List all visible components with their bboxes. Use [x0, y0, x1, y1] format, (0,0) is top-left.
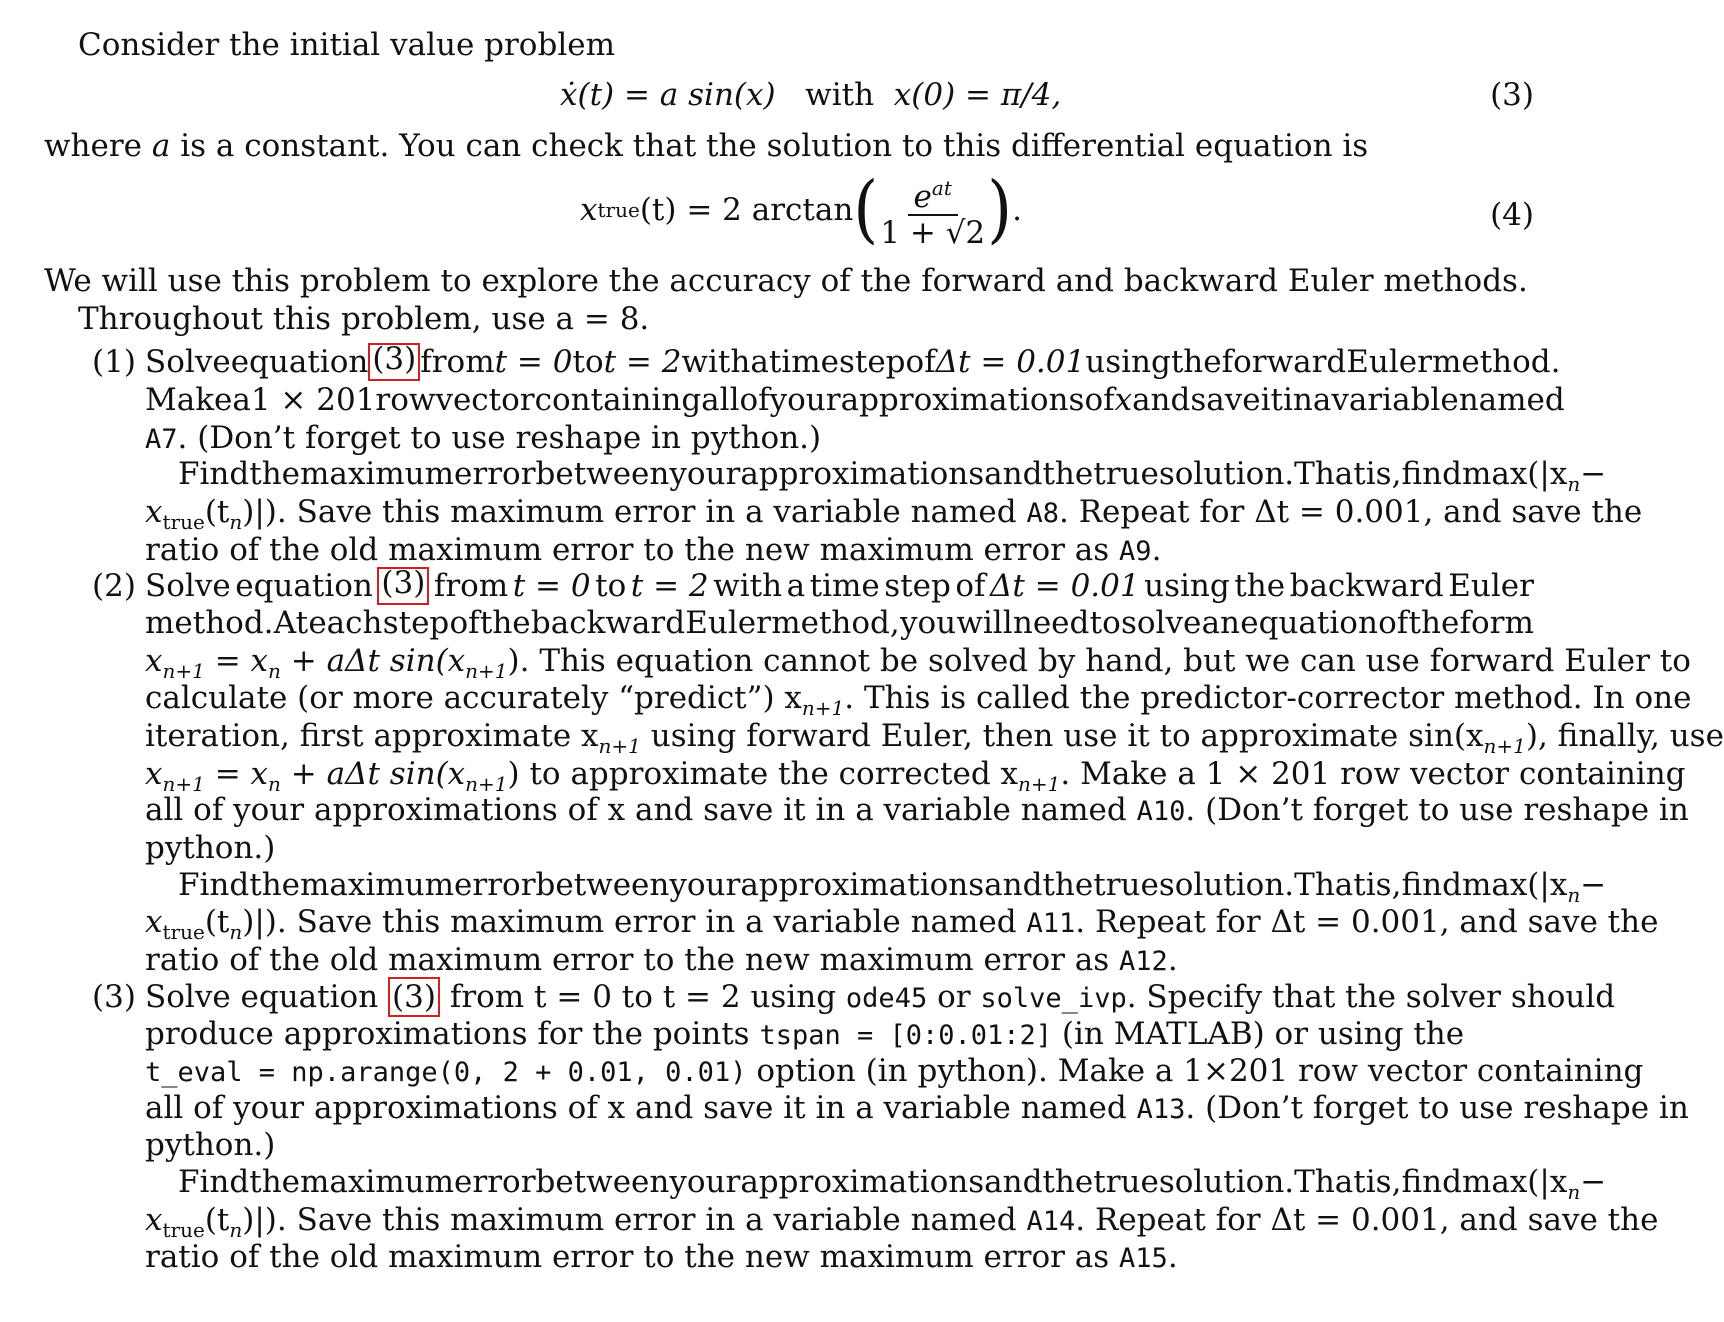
w: approximations [740, 867, 985, 903]
w: an [1201, 605, 1241, 641]
eq4-e: e [913, 178, 932, 215]
n1: n+1 [801, 696, 845, 720]
n: n [268, 772, 281, 796]
w: − [1580, 867, 1607, 903]
eq4-x: x [580, 192, 598, 228]
t: . [1167, 1239, 1178, 1275]
w: the [1408, 605, 1460, 641]
w: 1 × 201 [250, 382, 376, 418]
eq4-period: . [1012, 192, 1022, 228]
equation-4 [580, 167, 1022, 253]
code-t-eval: t_eval = np.arange(0, 2 + 0.01, 0.01) [145, 1057, 747, 1088]
item2-line-8: python.) [145, 830, 276, 866]
item3-label: (3) [92, 979, 136, 1015]
w: max(|x [1461, 1164, 1568, 1200]
t: Solve equation [145, 979, 379, 1015]
w: and [984, 1164, 1043, 1200]
var-a13: A13 [1136, 1094, 1186, 1125]
w: using [1085, 344, 1171, 380]
w: of [1378, 605, 1409, 641]
item2-label: (2) [92, 568, 136, 604]
eq-ref-link[interactable]: (3) [377, 567, 429, 605]
text: . [1151, 532, 1162, 568]
t: (t [204, 494, 230, 530]
eq4-numerator [908, 171, 958, 216]
w: to [572, 344, 604, 380]
x: x [145, 756, 163, 792]
w: need [1012, 605, 1090, 641]
w: the [249, 456, 301, 492]
n1: n+1 [1483, 734, 1526, 758]
w: to [1089, 605, 1121, 641]
var-a15: A15 [1119, 1243, 1168, 1274]
w: Find [178, 1164, 250, 1200]
w: solution. [1158, 867, 1295, 903]
n1: n+1 [1018, 772, 1061, 796]
t: or [937, 979, 971, 1015]
w: from [420, 344, 495, 380]
t: ), finally, use [1525, 718, 1724, 754]
t: = x [214, 643, 269, 679]
w: you [899, 605, 957, 641]
w: find [1401, 456, 1462, 492]
w: variable [1331, 382, 1459, 418]
w: the [1042, 867, 1094, 903]
eq-ref-link[interactable]: (3) [368, 343, 420, 381]
item3-line-1 [145, 978, 1615, 1018]
w: find [1401, 867, 1462, 903]
w: each [308, 605, 383, 641]
w: max(|x [1461, 867, 1568, 903]
item1-line-3-text: . (Don’t forget to use reshape in python.) [177, 420, 822, 456]
t: + aΔt sin(x [290, 643, 466, 679]
t: iteration, first approximate x [145, 718, 599, 754]
w: row [375, 382, 436, 418]
w: equation [1240, 605, 1378, 641]
xtrue-sub: true [162, 510, 205, 534]
w: and [1132, 382, 1191, 418]
w: with [713, 568, 783, 604]
eq3-lhs: ẋ(t) = a sin(x) [560, 77, 776, 113]
eq4-exp: at [931, 175, 952, 200]
t: ) to approximate the corrected x [507, 756, 1019, 792]
w: t = 2 [630, 568, 709, 604]
w: solution. [1158, 456, 1295, 492]
t: + aΔt sin(x [290, 756, 466, 792]
w: method. [145, 605, 274, 641]
n: n [229, 1218, 243, 1242]
t: . (Don’t forget to use reshape in [1185, 1090, 1689, 1126]
w: maximum [300, 456, 455, 492]
w: the [1234, 568, 1286, 604]
eq4-number: (4) [1490, 197, 1534, 233]
text: . Repeat for Δt = 0.001, and save the [1059, 494, 1643, 530]
w: of [739, 382, 770, 418]
w: That [1294, 1164, 1366, 1200]
w: Find [178, 867, 250, 903]
t: produce approximations for the points [145, 1016, 750, 1052]
w: method. [1431, 344, 1561, 380]
w: n [1567, 883, 1581, 907]
w: Δt = 0.01 [990, 568, 1140, 604]
w: of [1084, 382, 1115, 418]
code-ode45: ode45 [845, 983, 928, 1014]
w: Solve [145, 344, 231, 380]
w: between [535, 456, 670, 492]
t: (t [204, 1202, 230, 1238]
eq4-sub: true [597, 198, 640, 222]
sub: true [162, 1218, 205, 1242]
w: a [750, 344, 769, 380]
w: equation [230, 344, 369, 380]
w: solve [1120, 605, 1202, 641]
intro-line-2b: is a constant. You can check that the solution to this differential equation is [180, 128, 1369, 164]
text: )|). Save this maximum error in a variable named [242, 494, 1017, 530]
w: n [1567, 472, 1581, 496]
w: error [454, 456, 536, 492]
var-a8: A8 [1026, 498, 1059, 529]
sub: true [162, 920, 205, 944]
t: (in MATLAB) or using the [1061, 1016, 1465, 1052]
item3-line-3 [145, 1052, 1643, 1092]
x: x [145, 1202, 163, 1238]
w: your [669, 1164, 741, 1200]
w: t = 0 [494, 344, 573, 380]
equation-3 [560, 76, 1061, 114]
w: error [454, 1164, 536, 1200]
t: )|). Save this maximum error in a variable named [242, 1202, 1017, 1238]
code-solve-ivp: solve_ivp [980, 983, 1127, 1014]
w: approximations [840, 382, 1085, 418]
w: is, [1365, 867, 1402, 903]
w: in [1282, 382, 1313, 418]
intro-line-2 [44, 127, 1368, 165]
n1: n+1 [598, 734, 641, 758]
w: error [454, 867, 536, 903]
w: method, [771, 605, 900, 641]
t: . Repeat for Δt = 0.001, and save the [1075, 1202, 1659, 1238]
t: . Repeat for Δt = 0.001, and save the [1075, 904, 1659, 940]
x: x [145, 643, 163, 679]
item1-line-2 [145, 381, 1565, 419]
w: it [1260, 382, 1283, 418]
t: option (in python). Make a 1×201 row vector containing [756, 1053, 1644, 1089]
intro-line-4: Throughout this problem, use a = 8. [78, 301, 650, 337]
w: the [1042, 456, 1094, 492]
w: containing [534, 382, 702, 418]
item1-line-1 [145, 341, 1561, 381]
w: of [905, 344, 936, 380]
w: vector [435, 382, 535, 418]
item3-line-8 [145, 1238, 1178, 1278]
w: That [1294, 867, 1366, 903]
w: and [984, 867, 1043, 903]
w: t = 2 [603, 344, 682, 380]
t: ). This equation cannot be solved by hand, but we can use forward Euler to [507, 643, 1691, 679]
item2-line-2 [145, 604, 1534, 642]
w: That [1294, 456, 1366, 492]
w: the [249, 1164, 301, 1200]
w: step [838, 344, 906, 380]
w: your [669, 867, 741, 903]
eq3-cond: x(0) = π/4, [893, 77, 1062, 113]
item3-line-4 [145, 1089, 1689, 1129]
w: t = 0 [512, 568, 591, 604]
t: . Make a 1 × 201 row vector containing [1060, 756, 1686, 792]
w: the [249, 867, 301, 903]
t: ratio of the old maximum error to the new maximum error as [145, 1239, 1110, 1275]
eq4-arg: (t) = 2 arctan [639, 192, 854, 228]
w: maximum [300, 867, 455, 903]
w: and [984, 456, 1043, 492]
w: Δt = 0.01 [935, 344, 1086, 380]
t: . Specify that the solver should [1126, 979, 1616, 1015]
w: n [1567, 1180, 1581, 1204]
w: step [382, 605, 450, 641]
w: will [956, 605, 1013, 641]
w: of [449, 605, 480, 641]
var-a14: A14 [1026, 1206, 1076, 1237]
t: all of your approximations of x and save it in a variable named [145, 1090, 1127, 1126]
w: x [1114, 382, 1133, 418]
intro-line-2a: where [44, 128, 143, 164]
n: n [268, 659, 281, 683]
eq4-denominator: 1 + √2 [880, 214, 986, 251]
w: backward [530, 605, 686, 641]
t: . This is called the predictor-corrector method. In one [844, 680, 1692, 716]
t: )|). Save this maximum error in a variable named [242, 904, 1017, 940]
w: a [786, 568, 806, 604]
item2-line-11 [145, 941, 1178, 981]
t: from t = 0 to t = 2 using [449, 979, 837, 1015]
t: . (Don’t forget to use reshape in [1185, 792, 1689, 828]
var-a10: A10 [1136, 796, 1186, 827]
w: backward [1289, 568, 1444, 604]
w: step [884, 568, 951, 604]
intro-line-1: Consider the initial value problem [78, 27, 615, 63]
w: is, [1365, 1164, 1402, 1200]
t: = x [214, 756, 269, 792]
w: between [535, 867, 670, 903]
w: Euler [1448, 568, 1534, 604]
w: form [1459, 605, 1534, 641]
w: Solve [145, 568, 231, 604]
w: using [1144, 568, 1230, 604]
t: all of your approximations of x and save it in a variable named [145, 792, 1127, 828]
w: is, [1365, 456, 1402, 492]
eq-ref-link[interactable]: (3) [388, 977, 440, 1017]
w: Find [178, 456, 250, 492]
text: ratio of the old maximum error to the new maximum error as [145, 532, 1110, 568]
item2-line-1 [145, 567, 1534, 605]
t: (t [204, 904, 230, 940]
t: using forward Euler, then use it to approximate sin(x [650, 718, 1484, 754]
w: Make [145, 382, 233, 418]
w: between [535, 1164, 670, 1200]
w: max(|x [1461, 456, 1568, 492]
w: equation [235, 568, 373, 604]
w: from [433, 568, 509, 604]
w: a [1312, 382, 1332, 418]
var-a7: A7 [145, 424, 178, 455]
n1: n+1 [465, 772, 508, 796]
item3-line-5: python.) [145, 1127, 276, 1163]
eq3-with: with [805, 77, 875, 113]
w: approximations [740, 1164, 985, 1200]
n1: n+1 [162, 659, 205, 683]
w: your [669, 456, 741, 492]
t: calculate (or more accurately “predict”) x [145, 680, 802, 716]
w: the [1042, 1164, 1094, 1200]
w: maximum [300, 1164, 455, 1200]
w: the [479, 605, 531, 641]
code-tspan: tspan = [0:0.01:2] [759, 1020, 1053, 1051]
w: time [809, 568, 880, 604]
w: the [1170, 344, 1222, 380]
w: all [701, 382, 740, 418]
w: with [681, 344, 751, 380]
var-a12: A12 [1119, 946, 1168, 977]
xtrue-x: x [145, 494, 163, 530]
x: x [145, 904, 163, 940]
item3-line-2 [145, 1015, 1464, 1055]
var-a11: A11 [1026, 908, 1076, 939]
eq4-fraction [880, 171, 985, 250]
n: n [229, 920, 243, 944]
intro-var-a: a [151, 128, 171, 164]
w: a [232, 382, 251, 418]
intro-line-3: We will use this problem to explore the accuracy of the forward and backward Euler methods. [44, 263, 1528, 299]
w: Euler [685, 605, 771, 641]
w: forward [1221, 344, 1347, 380]
w: true [1093, 867, 1159, 903]
t: . [1167, 942, 1178, 978]
w: approximations [740, 456, 985, 492]
w: your [769, 382, 841, 418]
item1-label: (1) [92, 344, 136, 380]
w: find [1401, 1164, 1462, 1200]
w: save [1190, 382, 1261, 418]
ref-num: 3 [404, 979, 424, 1015]
w: to [595, 568, 627, 604]
n1: n+1 [465, 659, 508, 683]
w: named [1458, 382, 1565, 418]
eq4-rparen: ) [987, 167, 1013, 253]
w: − [1580, 1164, 1607, 1200]
item1-line-6 [145, 531, 1161, 571]
w: of [955, 568, 986, 604]
eq4-lparen: ( [853, 167, 879, 253]
w: solution. [1158, 1164, 1295, 1200]
var-a9: A9 [1119, 536, 1152, 567]
w: true [1093, 1164, 1159, 1200]
item1-line-3 [145, 419, 821, 459]
n-sub: n [229, 510, 243, 534]
w: At [273, 605, 309, 641]
t: ratio of the old maximum error to the new maximum error as [145, 942, 1110, 978]
w: Euler [1346, 344, 1432, 380]
eq3-number: (3) [1490, 77, 1534, 113]
w: true [1093, 456, 1159, 492]
n1: n+1 [162, 772, 205, 796]
w: − [1580, 456, 1607, 492]
w: time [768, 344, 839, 380]
item2-line-7 [145, 791, 1689, 831]
